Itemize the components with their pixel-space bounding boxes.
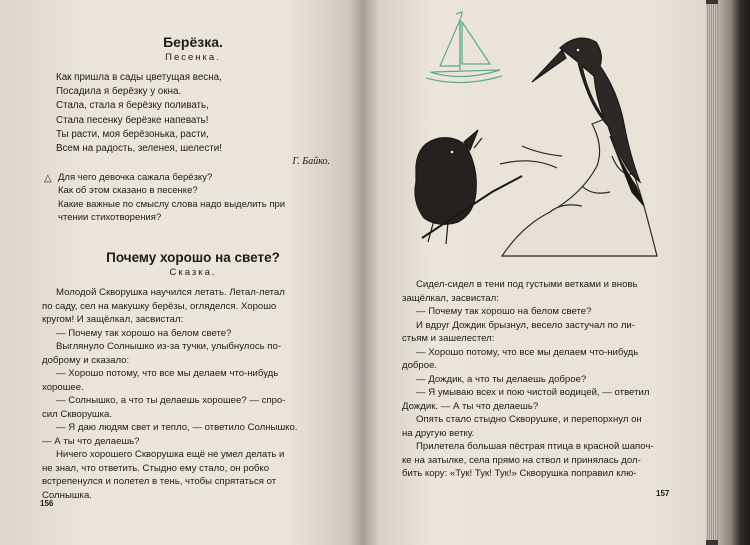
story-line: — Я умываю всех и пою чистой водицей, — ответил xyxy=(416,387,650,398)
poem-line: Стала песенку берёзке напевать! xyxy=(56,114,209,126)
birds-illustration xyxy=(382,6,682,276)
story-text-right xyxy=(402,278,690,481)
story-text-left xyxy=(42,286,344,502)
story-line: Солнышка. xyxy=(42,489,92,501)
book-edge xyxy=(718,0,750,545)
question-line: Для чего девочка сажала берёзку? xyxy=(58,172,213,184)
poem-line: Как пришла в сады цветущая весна, xyxy=(56,72,222,83)
story-line: по саду, сел на макушку берёзы, огляделся. Хорошо xyxy=(42,300,277,312)
story-line: Ничего хорошего Скворушка ещё не умел делать и xyxy=(56,449,285,461)
story-line: стьям и зашелестел: xyxy=(402,333,495,344)
story-line: не знал, что ответить. Стыдно ему стало, он робко xyxy=(42,462,270,474)
story-line: бить кору: «Тук! Тук! Тук!» Скворушка поправил клю- xyxy=(402,468,637,479)
poem-line: Посадила я берёзку у окна. xyxy=(56,86,182,98)
story-line: ке на затылке, села прямо на ствол и принялась дол- xyxy=(402,454,641,466)
story-line: — Солнышко, а что ты делаешь хорошее? — спро- xyxy=(56,395,286,407)
story-line: Выглянуло Солнышко из-за тучки, улыбнулось по- xyxy=(56,341,282,353)
story-line: И вдруг Дождик брызнул, весело застучал по ли- xyxy=(416,319,635,331)
story-line: — Хорошо потому, что все мы делаем что-нибудь xyxy=(416,346,639,358)
poem-subtitle: Песенка. xyxy=(165,52,221,63)
story-line: — Хорошо потому, что все мы делаем что-нибудь xyxy=(56,368,279,380)
story-line: кругом! И защёлкал, засвистал: xyxy=(42,314,184,326)
poem xyxy=(42,71,344,156)
poem-title: Берёзка. xyxy=(163,34,223,50)
story-line: Сидел-сидел в тени под густыми ветками и вновь xyxy=(416,279,638,290)
story-line: — А ты что делаешь? xyxy=(42,435,140,447)
story-line: доброму и сказало: xyxy=(42,354,130,366)
question-line: чтении стихотворения? xyxy=(58,211,162,223)
story-line: сил Скворушка. xyxy=(42,408,112,420)
story-line: — Я даю людям свет и тепло, — ответило Солнышко. xyxy=(56,422,298,434)
story-line: защёлкал, засвистал: xyxy=(402,292,499,304)
starling-drawing xyxy=(415,130,522,244)
story-subtitle: Сказка. xyxy=(169,267,217,279)
triangle-icon: △ xyxy=(44,173,52,185)
story-line: доброе. xyxy=(402,360,438,371)
sailboat-drawing xyxy=(426,12,502,83)
page-number-right: 157 xyxy=(656,489,670,498)
poem-line: Стала, стала я берёзку поливать, xyxy=(56,100,209,112)
left-page xyxy=(0,0,362,545)
question-line: Какие важные по смыслу слова надо выделить при xyxy=(58,198,286,210)
question-line: Как об этом сказано в песенке? xyxy=(58,185,198,197)
story-line: на другую ветку. xyxy=(402,427,475,439)
story-line: Дождик. — А ты что делаешь? xyxy=(402,400,539,412)
story-line: хорошее. xyxy=(42,381,84,393)
page-number-left: 156 xyxy=(40,499,54,508)
story-line: — Дождик, а что ты делаешь доброе? xyxy=(416,373,587,385)
story-title: Почему хорошо на свете? xyxy=(106,250,280,266)
story-line: Прилетела большая пёстрая птица в красной шапоч- xyxy=(416,441,654,452)
story-line: Опять стало стыдно Скворушке, и перепорхнул он xyxy=(416,414,642,425)
story-line: — Почему так хорошо на белом свете? xyxy=(56,327,232,339)
poem-author: Г. Байко. xyxy=(292,156,330,168)
story-line: — Почему так хорошо на белом свете? xyxy=(416,306,592,317)
story-line: Молодой Скворушка научился летать. Летал-летал xyxy=(56,287,285,299)
poem-line: Всем на радость, зеленея, шелести! xyxy=(56,143,222,155)
questions xyxy=(42,171,344,224)
poem-line: Ты расти, моя берёзонька, расти, xyxy=(56,128,209,140)
story-line: встрепенулся и полетел в тень, чтобы спрятаться от xyxy=(42,476,277,488)
